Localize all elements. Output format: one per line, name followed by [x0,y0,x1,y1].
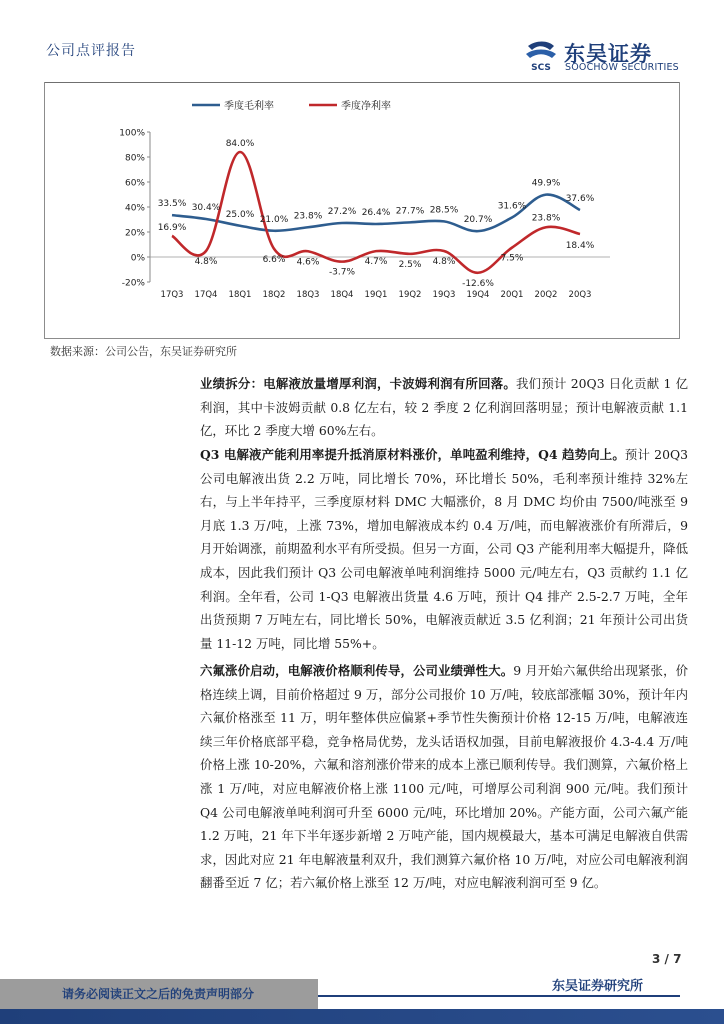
paragraph-text: 9 月开始六氟供给出现紧张，价格连续上调，目前价格超过 9 万，部分公司报价 10 万/吨，较底部涨幅 30%，预计年内六氟价格涨至 11 万，明年整体供应偏紧+季节性失衡预计价格 12-15 万/吨，电解液连续三年价格底部平稳，竞争格局优势，龙头话语权加强，目前电解液报价 4.3-4.4 万/吨价格上涨 10-20%，六氟和溶剂涨价带来的成本上涨已顺利传导。我们测算，六氟价格上涨 1 万/吨，对应电解液价格上涨 1100 元/吨，可增厚公司利润 900 元/吨。我们预计 Q4 公司电解液单吨利润可升至 6000 元/吨，环比增加 20%。产能方面，公司六氟产能 1.2 万吨，21 年下半年逐步新增 2 万吨产能，国内规模最大，基本可满足电解液自供需求，因此对应 21 年电解液量利双升，我们测算六氟价格 10 万/吨，对应公司电解液利润翻番至近 7 亿；若六氟价格上涨至 12 万/吨，对应电解液利润可至 9 亿。 [200,663,689,891]
data-label-net-margin: 84.0% [225,139,255,149]
paragraph-earnings-breakdown [200,372,688,443]
data-label-net-margin: 4.8% [432,257,456,267]
legend-label: 季度净利率 [341,101,391,112]
page-number: 3 / 7 [652,952,682,966]
paragraph-text: 预计 20Q3 公司电解液出货 2.2 万吨，同比增长 70%，环比增长 50%，毛利率预计维持 32%左右，与上半年持平，三季度原材料 DMC 大幅涨价，8 月 DMC 均价由 7500/吨涨至 9 月底 1.3 万/吨，上涨 73%，增加电解液成本约 0.4 万/吨，而电解液涨价有所滞后，9 月开始调涨，前期盈利水平有所受损。但另一方面，公司 Q3 产能利用率大幅提升，降低成本，因此我们预计 Q3 公司电解液单吨利润维持 5000 元/吨左右，Q3 贡献约 1.1 亿利润。全年看，公司 1-Q3 电解液出货量 4.6 万吨，预计 Q4 排产 2.5-2.7 万吨，全年出货预期 7 万吨左右，同比增长 50%，电解液贡献近 3.5 亿利润；21 年预计公司出货量 11-12 万吨，同比增 55%+。 [200,447,688,651]
data-label-net-margin: 2.5% [398,259,422,270]
data-label-gross-margin: 27.2% [327,207,357,217]
footer-institute: 东吴证券研究所 [552,979,644,994]
paragraph-heading: 六氟涨价启动，电解液价格顺利传导，公司业绩弹性大。 [200,663,514,678]
data-label-net-margin: 23.8% [531,213,561,224]
brand-name-cn: 东吴证券 [564,42,652,66]
data-label-net-margin: 7.5% [500,253,524,264]
data-label-gross-margin: 28.5% [429,205,459,216]
data-label-net-margin: -3.7% [328,267,356,278]
data-label-net-margin: 16.9% [157,222,187,233]
data-label-gross-margin: 37.6% [565,194,595,204]
data-label-net-margin: 6.6% [262,254,286,265]
data-label-net-margin: 18.4% [565,241,595,251]
x-tick-label: 18Q2 [262,290,286,300]
data-label-net-margin: -12.6% [462,278,494,289]
x-tick-label: 18Q4 [330,290,354,300]
x-tick-label: 20Q2 [534,290,558,300]
data-label-net-margin: 4.6% [296,257,320,268]
data-label-net-margin: 4.7% [364,257,388,268]
data-label-gross-margin: 31.6% [497,201,527,212]
data-label-net-margin: 4.8% [194,257,218,267]
y-tick-label: 0% [130,253,145,264]
data-label-gross-margin: 26.4% [361,208,391,218]
brand-name-en: SOOCHOW SECURITIES [565,62,679,73]
x-tick-label: 19Q3 [432,290,456,300]
paragraph-lipf6-price [200,659,688,895]
paragraph-text: 我们预计 20Q3 日化贡献 1 亿利润，其中卡波姆贡献 0.8 亿左右，较 2 季度 2 亿利润回落明显；预计电解液贡献 1.1 亿，环比 2 季度大增 60%左右。 [200,376,688,439]
x-tick-label: 20Q1 [500,290,524,300]
logo-mark-text: SCS [531,63,551,73]
paragraph-heading: Q3 电解液产能利用率提升抵消原材料涨价，单吨盈利维持，Q4 趋势向上。 [200,447,625,462]
x-tick-label: 20Q3 [568,290,592,300]
y-tick-label: 80% [124,153,145,164]
footer-band [0,1009,724,1024]
legend-label: 季度毛利率 [224,101,274,112]
x-tick-label: 18Q3 [296,290,320,300]
x-tick-label: 19Q1 [364,290,388,300]
data-label-gross-margin: 30.4% [191,203,221,213]
data-label-gross-margin: 20.7% [463,215,493,226]
data-label-gross-margin: 21.0% [259,214,289,225]
x-tick-label: 18Q1 [228,290,252,300]
brand-logo-icon [522,36,560,74]
footer-divider [318,995,680,997]
data-label-gross-margin: 33.5% [157,199,187,210]
y-tick-label: 20% [124,228,145,239]
x-tick-label: 17Q3 [160,290,184,300]
x-tick-label: 19Q4 [466,290,490,300]
paragraph-heading: 业绩拆分：电解液放量增厚利润，卡波姆利润有所回落。 [200,376,517,391]
y-tick-label: 60% [124,178,145,189]
data-label-gross-margin: 23.8% [293,211,323,222]
brand-logo [522,36,682,76]
x-tick-label: 19Q2 [398,290,422,300]
x-tick-label: 17Q4 [194,290,218,300]
paragraph-q3-electrolyte [200,443,688,655]
margin-chart [44,83,680,338]
footer-disclaimer: 请务必阅读正文之后的免责声明部分 [62,987,255,1001]
source-note: 数据来源：公司公告，东吴证券研究所 [50,345,237,358]
data-label-gross-margin: 27.7% [395,206,425,217]
y-tick-label: 40% [124,203,145,214]
report-type-label: 公司点评报告 [46,43,136,59]
y-tick-label: 100% [119,128,145,139]
y-tick-label: -20% [121,278,145,289]
data-label-gross-margin: 49.9% [531,178,561,189]
data-label-gross-margin: 25.0% [225,209,255,220]
